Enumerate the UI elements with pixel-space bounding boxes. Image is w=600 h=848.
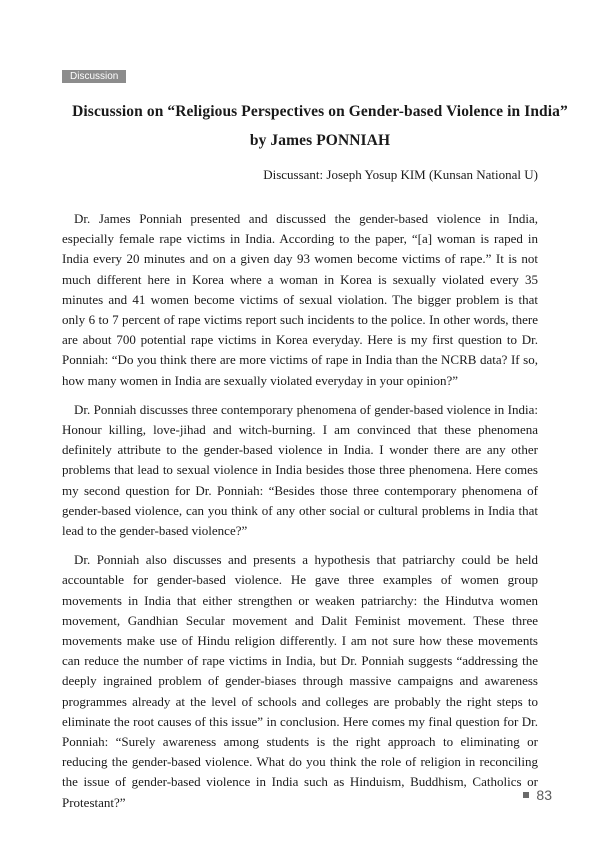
paragraph-3: Dr. Ponniah also discusses and presents a hypothesis that patriarchy could be held accountable for gender-based violence. He gave three examples of women group movements in India that either strengthen or weaken patriarchy: the Hindutva women movement, Gandhian Secular movement and Dalit Feminist movement. These three movements make use of Hindu religion differently. I am not sure how these movements can reduce the number of rape victims in India, but Dr. Ponniah suggests “addressing the deeply ingrained problem of gender-biases through massive campaigns and awareness programmes already at the level of schools and colleges are probably the right steps to eliminate the root causes of this issue” in conclusion. Here comes my final question for Dr. Ponniah: “Surely awareness among students is the right approach to eliminating or reducing the gender-based violence. What do you think the role of religion in reconciling the issue of gender-based violence in India such as Hinduism, Buddhism, Catholics or Protestant?” [62, 552, 538, 810]
page-number: 83 [536, 787, 552, 803]
title-line-2: by James PONNIAH [249, 132, 391, 149]
paragraph-2: Dr. Ponniah discusses three contemporary phenomena of gender-based violence in India: Honour killing, love-jihad and witch-burning. I am convinced that these phenomena definitely attribute to the gender-based violence in India. I wonder there are any other problems that lead to sexual violence in India besides those three phenomena. Here comes my second question for Dr. Ponniah: “Besides those three contemporary phenomena of gender-based violence, can you think of any other social or cultural problems in India that lead to the gender-based violence?” [62, 401, 538, 539]
title-line-1: Discussion on “Religious Perspectives on Gender-based Violence in India” [72, 103, 568, 120]
page-footer [523, 786, 552, 804]
section-badge: Discussion [62, 70, 126, 83]
body-text [62, 209, 538, 822]
discussant-line: Discussant: Joseph Yosup KIM (Kunsan National U) [263, 167, 538, 182]
square-bullet-icon [523, 792, 529, 798]
paragraph-1: Dr. James Ponniah presented and discussed the gender-based violence in India, especially female rape victims in India. According to the paper, “[a] woman is raped in India every 20 minutes and on a given day 93 women become victims of rape.” It is not much different here in Korea where a woman in Korea is sexually violated every 35 minutes and 41 women become victims of sexual violation. The bigger problem is that only 6 to 7 percent of rape victims report such incidents to the police. In other words, there are about 700 potential rape victims in Korea everyday. Here is my first question to Dr. Ponniah: “Do you think there are more victims of rape in India than the NCRB data? If so, how many women in India are sexually violated everyday in your opinion?” [62, 211, 538, 388]
page-title [40, 97, 600, 155]
